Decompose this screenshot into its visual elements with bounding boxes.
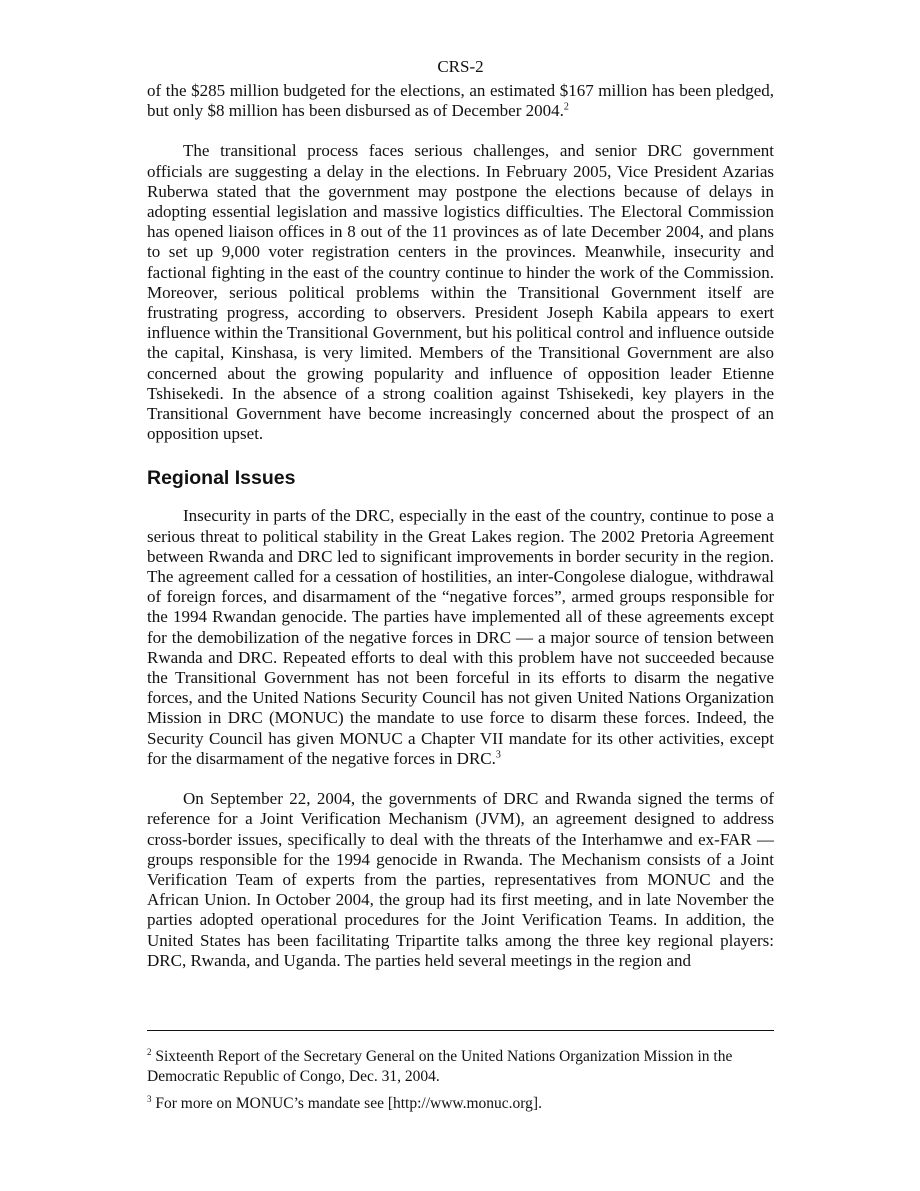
footnote-ref-2[interactable]: 2	[563, 101, 569, 113]
page-number-header: CRS-2	[437, 57, 484, 76]
paragraph-insecurity	[147, 506, 774, 769]
section-heading-regional-issues: Regional Issues	[147, 467, 296, 490]
footnote-3	[147, 1094, 774, 1114]
footnote-number: 2	[147, 1046, 152, 1057]
paragraph-text: Insecurity in parts of the DRC, especially in the east of the country, continue to pose a serious threat to political stability in the Great Lakes region. The 2002 Pretoria Agreement between Rwanda and DRC led to significant improvements in border security in the region. The agreement called for a cessation of hostilities, an inter-Congolese dialogue, withdrawal of foreign forces, and disarmament of the “negative forces”, armed groups responsible for the 1994 Rwandan genocide. The parties have implemented all of these agreements except for the demobilization of the negative forces in DRC — a major source of tension between Rwanda and DRC. Repeated efforts to deal with this problem have not succeeded because the Transitional Government has not been forceful in its efforts to disarm the negative forces, and the United Nations Security Council has not given United Nations Organization Mission in DRC (MONUC) the mandate to use force to disarm these forces. Indeed, the Security Council has given MONUC a Chapter VII mandate for its other activities, except for the disarmament of the negative forces in DRC.	[147, 506, 774, 768]
paragraph-jvm: On September 22, 2004, the governments of DRC and Rwanda signed the terms of reference for a Joint Verification Mechanism (JVM), an agreement designed to address cross-border issues, specifically to deal with the threats of the Interhamwe and ex-FAR — groups responsible for the 1994 genocide in Rwanda. The Mechanism consists of a Joint Verification Team of experts from the parties, representatives from MONUC and the African Union. In October 2004, the group had its first meeting, and in late November the parties adopted operational procedures for the Joint Verification Teams. In addition, the United States has been facilitating Tripartite talks among the three key regional players: DRC, Rwanda, and Uganda. The parties held several meetings in the region and	[147, 789, 774, 970]
document-page	[147, 0, 774, 971]
footnote-2	[147, 1047, 774, 1086]
paragraph-text: of the $285 million budgeted for the elections, an estimated $167 million has been pledged, but only $8 million has been disbursed as of December 2004.	[147, 81, 774, 121]
paragraph-transitional-process: The transitional process faces serious challenges, and senior DRC government officials are suggesting a delay in the elections. In February 2005, Vice President Azarias Ruberwa stated that the government may postpone the elections because of delays in adopting essential legislation and massive logistics difficulties. The Electoral Commission has opened liaison offices in 8 out of the 11 provinces as of late December 2004, and plans to set up 9,000 voter registration centers in the provinces. Meanwhile, insecurity and factional fighting in the east of the country continue to hinder the work of the Commission. Moreover, serious political problems within the Transitional Government itself are frustrating progress, according to observers. President Joseph Kabila appears to exert influence within the Transitional Government, but his political control and influence outside the capital, Kinshasa, is very limited. Members of the Transitional Government are also concerned about the growing popularity and influence of opposition leader Etienne Tshisekedi. In the absence of a strong coalition against Tshisekedi, key players in the Transitional Government have become increasingly concerned about the prospect of an opposition upset.	[147, 141, 774, 444]
footnote-text: For more on MONUC’s mandate see [http://www.monuc.org].	[155, 1095, 542, 1112]
footnote-divider	[147, 1030, 774, 1031]
paragraph-gap	[147, 769, 774, 789]
footnotes-section	[147, 1047, 774, 1122]
paragraph-budget	[147, 81, 774, 121]
footnote-ref-3[interactable]: 3	[495, 749, 501, 761]
paragraph-gap	[147, 121, 774, 141]
footnote-text: Sixteenth Report of the Secretary General on the United Nations Organization Mission in the Democratic Republic of Congo, Dec. 31, 2004.	[147, 1048, 733, 1085]
footnote-number: 3	[147, 1093, 152, 1104]
